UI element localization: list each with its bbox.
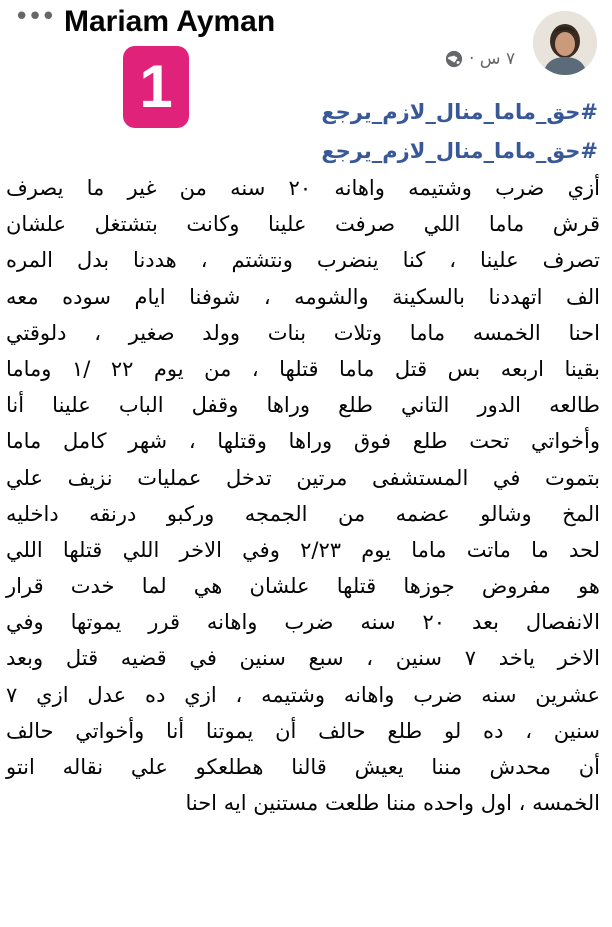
post-text-line: احنا الخمسه ماما وتلات بنات وولد صغير ، دلوقتي (6, 320, 600, 345)
post-meta (445, 46, 515, 72)
globe-icon (445, 50, 463, 68)
post-text-line: لحد ما ماتت ماما يوم ٢/٢٣ وفي الاخر اللي قتلها اللي (6, 537, 600, 562)
number-badge: 1 (123, 46, 189, 128)
post-text-line: الخمسه ، اول واحده مننا طلعت مستنين ايه احنا (185, 791, 600, 816)
post-text-line: الف اتهددنا بالسكينة والشومه ، شوفنا ايام سوده معه (6, 284, 600, 309)
more-horizontal-icon[interactable]: ••• (14, 2, 55, 32)
post-text-line: بتموت في المستشفى مرتين تدخل عمليات نزيف علي (6, 465, 600, 490)
post-text-line: قرش ماما اللي صرفت علينا وكانت بتشتغل علشان (6, 212, 600, 237)
post-text-line: سنين ، ده لو طلع حالف أن يموتنا أنا وأخواتي حالف (6, 718, 600, 743)
post-text-line: هو مفروض جوزها قتلها علشان هي لما خدت قرار (6, 574, 600, 599)
post-text-line: عشرين سنه ضرب واهانه وشتيمه ، ازي ده عدل ازي ٧ (6, 682, 600, 707)
author-name[interactable]: Mariam Ayman (64, 5, 276, 38)
post-text-line: أن محدش مننا يعيش قالنا هطلعكو علي نقاله انتو (6, 755, 600, 779)
post-text-line: الانفصال بعد ٢٠ سنه ضرب واهانه قرر يموتها وفي (6, 610, 600, 635)
hashtag-link[interactable]: #حق_ماما_منال_لازم_يرجع (321, 100, 598, 124)
post-text-line: تصرف علينا ، كنا ينضرب ونتشتم ، هددنا بدل المره (6, 248, 600, 273)
post-header (0, 0, 612, 90)
post-text-line: أزي ضرب وشتيمه واهانه ٢٠ سنه من غير ما يصرف (6, 176, 600, 200)
avatar-photo-icon (533, 11, 597, 75)
hashtag-link[interactable]: #حق_ماما_منال_لازم_يرجع (321, 139, 598, 163)
avatar[interactable] (533, 11, 597, 75)
hashtag-list (218, 93, 598, 171)
post-text-line: الاخر ياخد ٧ سنين ، سبع سنين في قضيه قتل وبعد (6, 646, 601, 671)
post-text-line: طالعه الدور التاني طلع وراها وقفل الباب علينا أنا (6, 393, 600, 418)
post-timestamp[interactable]: ٧ س · (469, 49, 516, 69)
post-text-line: وأخواتي تحت طلع فوق وراها وقتلها ، شهر كامل ماما (6, 429, 600, 454)
post-text-line: المخ وشالو عضمه من الجمجه وركبو درنقه داخليه (6, 501, 600, 526)
post-text-line: بقينا اربعه بس قتل ماما قتلها ، من يوم ٢٢ /١ وماما (6, 356, 600, 381)
post-body-text (6, 170, 600, 821)
